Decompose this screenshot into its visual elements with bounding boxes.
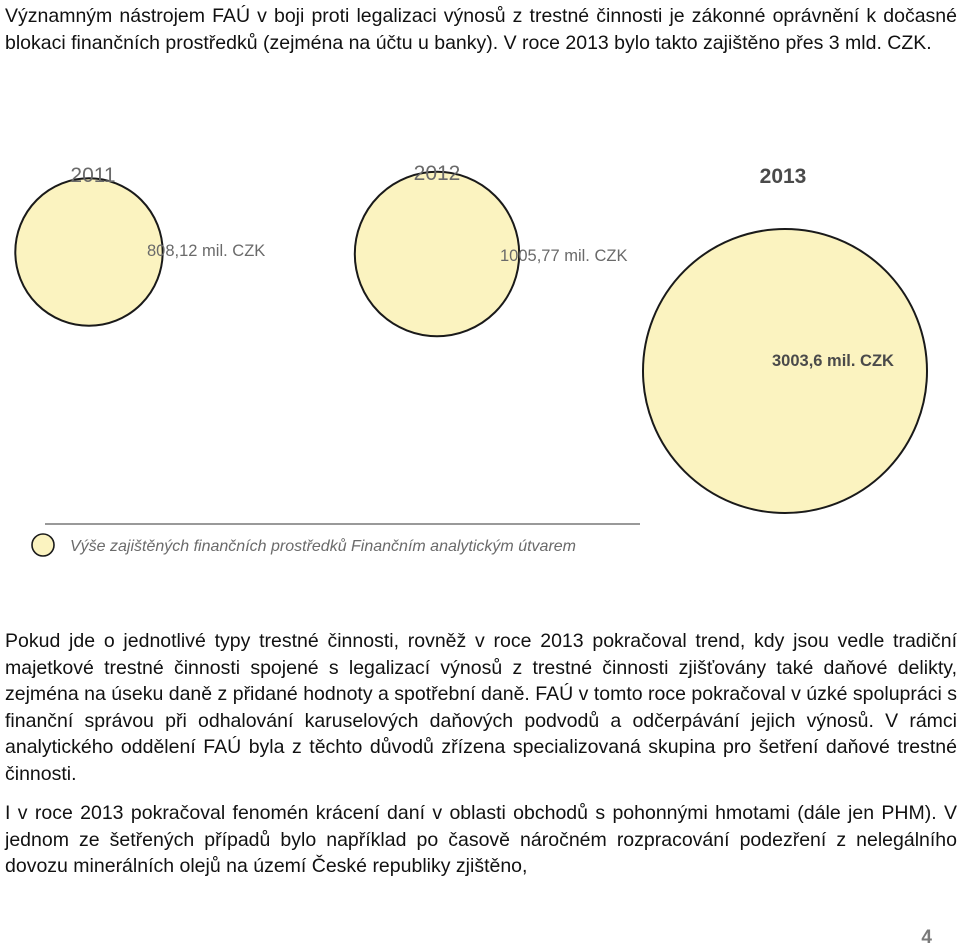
- bubble-2012: [355, 172, 519, 336]
- bubble-group: [15, 162, 927, 513]
- legend-label: Výše zajištěných finančních prostředků Finančním analytickým útvarem: [70, 538, 576, 555]
- body-paragraph-1: Pokud jde o jednotlivé typy trestné činnosti, rovněž v roce 2013 pokračoval trend, kdy jsou vedle tradiční majetkové trestné činnosti spojené s legalizací výnosů z trestné činnosti zjišťovány také daňové delikty, zejména na úseku daně z přidané hodnoty a spotřební daně. FAÚ v tomto roce pokračoval v úzké spolupráci s finanční správou při odhalování karuselových daňových podvodů a odčerpávání jejich výnosů. V rámci analytického oddělení FAÚ byla z těchto důvodů zřízena specializovaná skupina pro šetření daňové trestné činnosti.: [5, 630, 957, 785]
- year-label-2011: 2011: [70, 164, 116, 187]
- body-paragraph-2: I v roce 2013 pokračoval fenomén krácení daní v oblasti obchodů s pohonnými hmotami (dále jen PHM). V jednom ze šetřených případů bylo například po časově náročném rozpracování podezření z nelegálního dovozu minerálních olejů na území České republiky zjištěno,: [5, 802, 957, 877]
- intro-paragraph: Významným nástrojem FAÚ v boji proti legalizaci výnosů z trestné činnosti je zákonné oprávnění k dočasné blokaci finančních prostředků (zejména na účtu u banky). V roce 2013 bylo takto zajištěno přes 3 mld. CZK.: [5, 5, 957, 54]
- value-label-2013: 3003,6 mil. CZK: [772, 352, 894, 370]
- legend-swatch: [32, 534, 54, 556]
- page-number: 4: [921, 927, 932, 948]
- bubble-2011: [15, 178, 162, 325]
- value-label-2012: 1005,77 mil. CZK: [500, 247, 628, 265]
- year-label-2013: 2013: [759, 165, 807, 188]
- value-label-2011: 808,12 mil. CZK: [147, 242, 266, 260]
- bubble-chart: [0, 140, 960, 560]
- year-label-2012: 2012: [413, 162, 461, 185]
- chart-legend: [32, 524, 640, 556]
- bubble-2013: [643, 229, 927, 513]
